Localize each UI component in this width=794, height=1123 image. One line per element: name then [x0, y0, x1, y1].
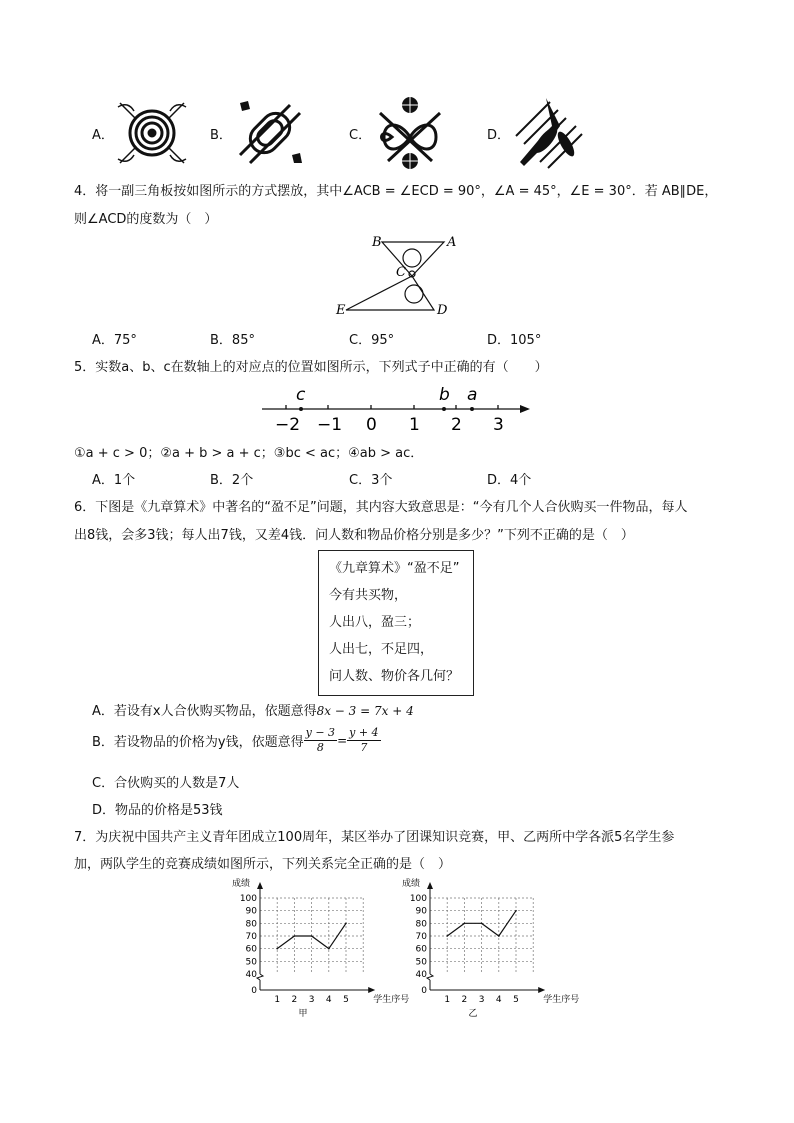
- box-line-3: 人出八，盈三；: [329, 615, 421, 630]
- q3-option-b: B．: [210, 128, 232, 143]
- fraction-1-denominator: 8: [316, 741, 324, 754]
- target-arrows-icon: [114, 97, 190, 169]
- xtick-label-4: 4: [495, 995, 502, 1005]
- q4-triangle-figure: [330, 228, 470, 320]
- q6-option-c: C．合伙购买的人数是7人: [92, 776, 240, 791]
- ytick-label-0: 0: [251, 986, 257, 996]
- x-axis-arrow: [368, 987, 375, 993]
- chart-jia: [226, 874, 410, 1020]
- point-a: a: [467, 385, 478, 405]
- tick-0: 0: [366, 415, 377, 435]
- fraction-1: [304, 726, 337, 755]
- q4-option-b: B．85°: [210, 333, 255, 348]
- y-axis-arrow: [427, 882, 433, 889]
- label-e: E: [336, 303, 346, 318]
- q6-quote-box: [318, 550, 474, 696]
- data-point-4: [328, 948, 330, 950]
- q6-option-a: [92, 700, 414, 719]
- xtick-label-2: 2: [461, 995, 468, 1005]
- xtick-label-3: 3: [308, 995, 315, 1005]
- q6-option-a-text: A．若设有x人合伙购买物品，依题意得: [92, 704, 317, 719]
- tick-2: 2: [451, 415, 462, 435]
- triangle-ecd: [346, 276, 434, 310]
- data-point-1: [276, 948, 278, 950]
- box-line-5: 问人数、物价各几何？: [329, 669, 460, 684]
- data-point-3: [481, 923, 483, 925]
- label-d: D: [437, 303, 448, 318]
- data-point-5: [345, 923, 347, 925]
- data-point-3: [311, 935, 313, 937]
- label-c: C: [396, 265, 406, 280]
- y-axis-arrow: [257, 882, 263, 889]
- axis-break: [257, 974, 263, 980]
- chart-title: 甲: [298, 1009, 308, 1019]
- q6-stem-line2: 出8钱，会多3钱；每人出7钱，又差4钱．问人数和物品价格分别是多少？”下列不正确的是（ ）: [74, 528, 634, 543]
- q3-option-d: D．: [487, 128, 511, 143]
- ytick-label-60: 60: [245, 944, 257, 955]
- fraction-2-numerator: y + 4: [349, 726, 379, 739]
- q4-stem-line2: 则∠ACD的度数为（ ）: [74, 212, 218, 227]
- q6-option-b: [92, 726, 381, 755]
- q5-option-c: C．3个: [349, 473, 393, 488]
- q3-option-c: C．: [349, 128, 372, 143]
- box-line-2: 今有共买物，: [329, 588, 408, 603]
- ytick-label-90: 90: [245, 906, 257, 917]
- q4-option-c: C．95°: [349, 333, 395, 348]
- x-axis-label: 学生序号: [543, 995, 580, 1005]
- xtick-label-3: 3: [478, 995, 485, 1005]
- q5-option-b: B．2个: [210, 473, 254, 488]
- ytick-label-80: 80: [245, 919, 257, 930]
- tick-neg2: −2: [275, 415, 301, 435]
- q6-stem-line1: 6．下图是《九章算术》中著名的“盈不足”问题，其内容大致意思是：“今有几个人合伙购买一件物品，每人: [74, 500, 688, 515]
- xtick-label-5: 5: [513, 995, 519, 1005]
- q3-option-a: A．: [92, 128, 114, 143]
- ytick-label-100: 100: [409, 894, 427, 904]
- q4-option-d: D．105°: [487, 333, 542, 348]
- q6-option-a-equation: 8x − 3 = 7x + 4: [316, 704, 414, 718]
- q5-statements: ①a + c > 0；②a + b > a + c；③bc < ac；④ab > ac．: [74, 446, 424, 461]
- q5-option-d: D．4个: [487, 473, 532, 488]
- xtick-label-5: 5: [343, 995, 349, 1005]
- q7-stem-line1: 7．为庆祝中国共产主义青年团成立100周年，某区举办了团课知识竞赛，甲、乙两所中学各派5名学生参: [74, 830, 675, 845]
- y-axis-label: 成绩: [402, 879, 421, 889]
- ytick-label-70: 70: [245, 932, 257, 942]
- ytick-label-50: 50: [415, 957, 427, 968]
- chart-yi: [396, 874, 580, 1020]
- x-axis-arrow: [538, 987, 545, 993]
- q5-stem: 5．实数a、b、c在数轴上的对应点的位置如图所示，下列式子中正确的有（ ）: [74, 360, 548, 375]
- data-point-1: [446, 935, 448, 937]
- ytick-label-40: 40: [245, 970, 257, 980]
- ytick-label-80: 80: [415, 919, 427, 930]
- q5-option-a: A．1个: [92, 473, 136, 488]
- data-point-4: [498, 935, 500, 937]
- tick-neg1: −1: [317, 415, 343, 435]
- chart-title: 乙: [468, 1009, 478, 1019]
- ytick-label-50: 50: [245, 957, 257, 968]
- basketball-infinity-icon: [370, 95, 450, 171]
- xtick-label-1: 1: [444, 995, 451, 1005]
- tick-1: 1: [409, 415, 420, 435]
- fraction-2: [347, 726, 380, 755]
- ytick-label-90: 90: [415, 906, 427, 917]
- q7-stem-line2: 加，两队学生的竞赛成绩如图所示，下列关系完全正确的是（ ）: [74, 857, 452, 872]
- x-axis-label: 学生序号: [373, 995, 410, 1005]
- q4-stem-line1: 4．将一副三角板按如图所示的方式摆放，其中∠ACB = ∠ECD = 90°，∠A = 45°，∠E = 30°．若 AB∥DE，: [74, 184, 718, 199]
- xtick-label-2: 2: [291, 995, 298, 1005]
- ytick-label-0: 0: [421, 986, 427, 996]
- y-axis-label: 成绩: [232, 879, 251, 889]
- tick-3: 3: [493, 415, 504, 435]
- box-line-1: 《九章算术》“盈不足”: [329, 561, 460, 576]
- ytick-label-40: 40: [415, 970, 427, 980]
- xtick-label-4: 4: [325, 995, 332, 1005]
- running-track-icon: [232, 97, 308, 169]
- ytick-label-100: 100: [239, 894, 257, 904]
- point-b: b: [439, 385, 450, 405]
- xtick-label-1: 1: [274, 995, 281, 1005]
- label-b: B: [372, 235, 382, 250]
- scissors-crossed-icon: [510, 96, 586, 170]
- q6-option-d: D．物品的价格是53钱: [92, 803, 223, 818]
- q6-option-b-text: B．若设物品的价格为y钱，依题意得: [92, 735, 304, 750]
- label-a: A: [447, 235, 457, 250]
- data-point-2: [294, 935, 296, 937]
- ytick-label-60: 60: [415, 944, 427, 955]
- data-point-2: [464, 923, 466, 925]
- q5-number-line: [258, 384, 538, 436]
- data-point-5: [515, 910, 517, 912]
- q6-option-b-equals: =: [337, 733, 348, 748]
- axis-break: [427, 974, 433, 980]
- point-c: c: [296, 385, 306, 405]
- fraction-1-numerator: y − 3: [305, 726, 336, 739]
- fraction-2-denominator: 7: [360, 741, 368, 754]
- q4-option-a: A．75°: [92, 333, 137, 348]
- box-line-4: 人出七，不足四，: [329, 642, 434, 657]
- ytick-label-70: 70: [415, 932, 427, 942]
